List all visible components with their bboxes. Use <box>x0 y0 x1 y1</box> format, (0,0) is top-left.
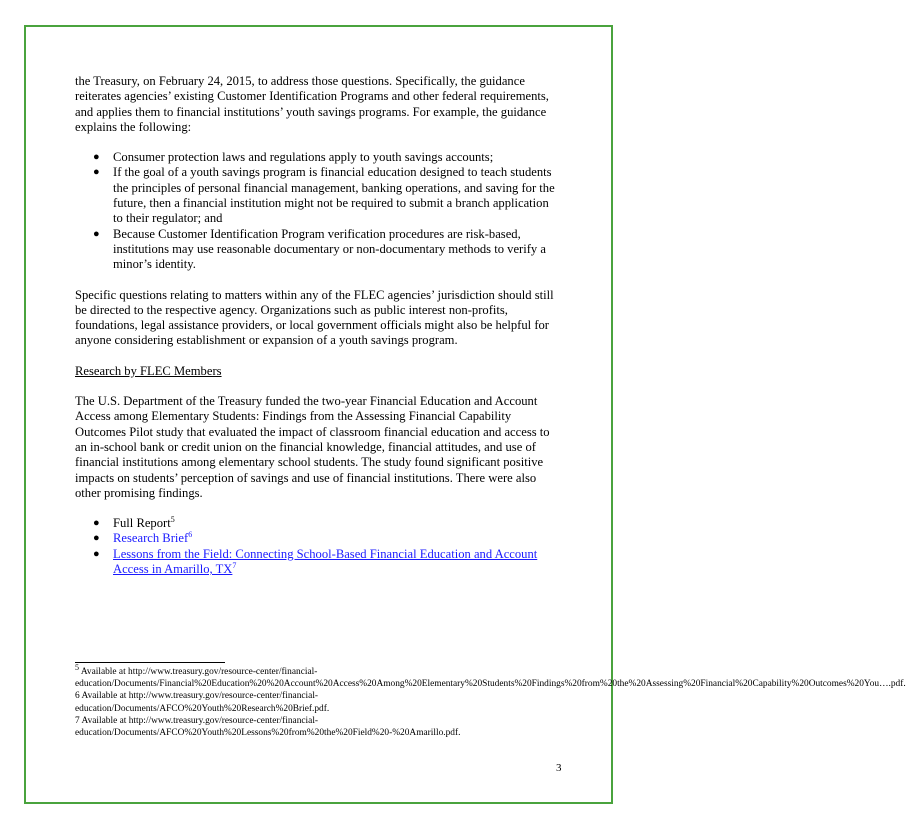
footnote-ref: 6 <box>188 530 193 540</box>
footnote-6: 6 Available at http://www.treasury.gov/resource-center/financial-education/Documents/AFCO%20Youth%20Research%20Brief.pdf. <box>75 691 330 714</box>
bullet-icon: ● <box>93 166 100 179</box>
full-report-text: Full Report <box>113 516 171 531</box>
page-number: 3 <box>556 762 562 774</box>
list-item <box>75 531 557 546</box>
research-brief-link[interactable]: Research Brief <box>113 531 189 546</box>
document-body <box>75 74 557 592</box>
resource-links <box>75 516 557 577</box>
list-item <box>75 516 557 531</box>
paragraph-questions: Specific questions relating to matters within any of the FLEC agencies’ jurisdiction should still be directed to the respective agency. Organizations such as public interest non-profits, foundations, legal assistance providers, or local government officials might also be helpful for anyone considering establishment or expansion of a youth savings program. <box>75 287 554 348</box>
paragraph-research: The U.S. Department of the Treasury funded the two-year Financial Education and Account Access among Elementary Students: Findings from the Assessing Financial Capability Outcomes Pilot study that evaluated the impact of classroom financial education and access to an in-school bank or credit union on the financial knowledge, financial attitudes, and use of financial institutions among elementary school students. The study found significant positive impacts on students’ perception of savings and use of financial institutions. There were also other promising findings. <box>75 394 550 500</box>
list-item: ● If the goal of a youth savings program is financial education designed to teach students the principles of personal financial management, banking operations, and saving for the future, then a financial institution might not be required to submit a branch application to their regulator; and <box>93 165 555 226</box>
footnote-ref: 7 <box>232 560 237 570</box>
section-heading: Research by FLEC Members <box>75 363 222 378</box>
lessons-from-field-link[interactable]: Lessons from the Field: Connecting School-Based Financial Education and Account Access in Amarillo, TX <box>113 546 538 577</box>
bullet-icon: ● <box>93 227 100 240</box>
guidance-list <box>75 150 557 272</box>
list-item <box>75 547 557 578</box>
footnote-5: $^5$ Available at http://www.treasury.gov/resource-center/financial-education/Documents/Financial%20Education%20%20Account%20Access%20Among%20Elementary%20Students%20Findings%20from%20the%20Assessing%20Financial%20Capability%20Outcomes%20You….pdf. <box>75 662 906 690</box>
footnote-divider <box>75 662 225 663</box>
list-item: ● Because Customer Identification Program verification procedures are risk-based, institutions may use reasonable documentary or non-documentary methods to verify a minor’s identity. <box>93 226 546 272</box>
footnotes <box>75 662 906 739</box>
footnote-ref: 5 <box>170 514 175 524</box>
list-item: ● Consumer protection laws and regulations apply to youth savings accounts; <box>93 150 494 165</box>
paragraph-guidance: the Treasury, on February 24, 2015, to address those questions. Specifically, the guidance reiterates agencies’ existing Customer Identification Programs and other federal requirements, and applies them to financial institutions’ youth savings programs. For example, the guidance explains the following: <box>75 74 549 134</box>
bullet-icon: ● <box>93 547 100 560</box>
bullet-icon: ● <box>93 151 100 164</box>
bullet-icon: ● <box>93 517 100 530</box>
footnote-7: 7 Available at http://www.treasury.gov/resource-center/financial-education/Documents/AFCO%20Youth%20Lessons%20from%20the%20Field%20-%20Amarillo.pdf. <box>75 715 461 739</box>
bullet-icon: ● <box>93 532 100 545</box>
